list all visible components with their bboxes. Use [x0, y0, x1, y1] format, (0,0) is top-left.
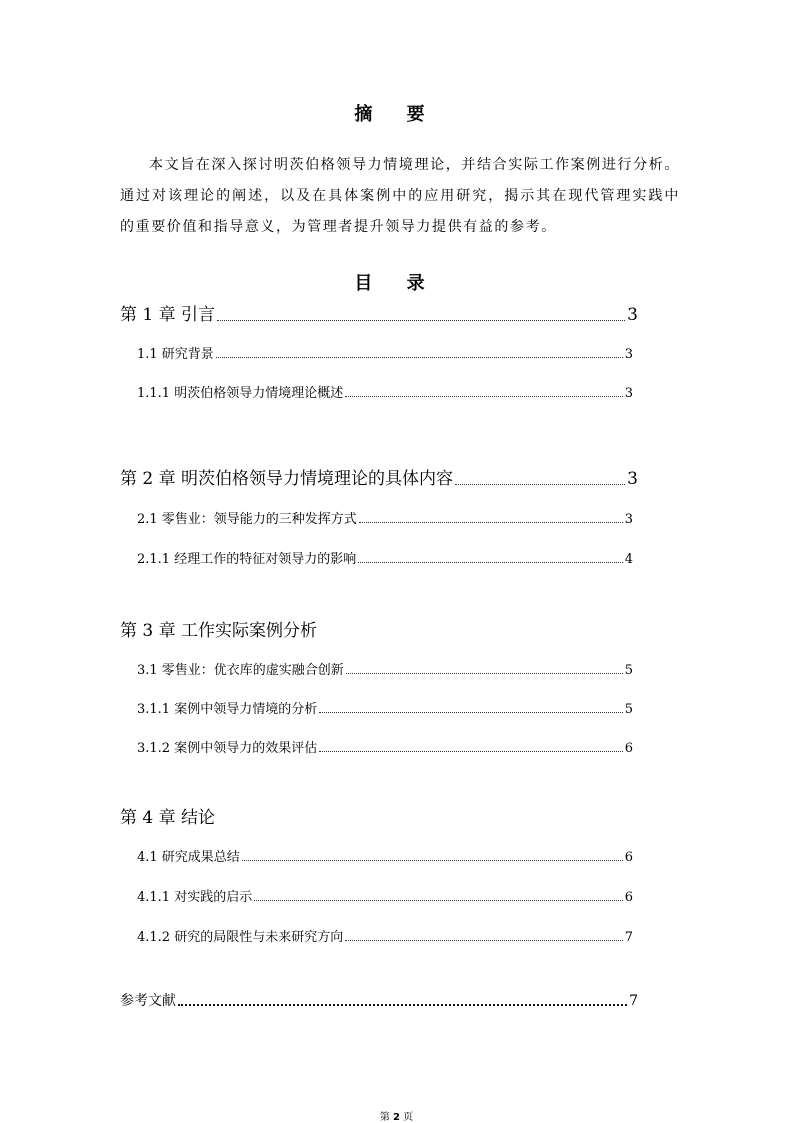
footer-suffix: 页: [403, 1112, 414, 1123]
toc-entry-chapter-4[interactable]: [120, 803, 638, 828]
toc-entry-page: 3: [624, 512, 633, 527]
toc-entry-4-1-2[interactable]: [137, 926, 633, 945]
toc-leader-dots: [217, 320, 625, 321]
toc-leader-dots: [346, 673, 623, 674]
toc-entry-label: 第 3 章 工作实际案例分析: [120, 621, 318, 641]
toc-leader-dots: [358, 562, 623, 563]
toc-entry-page: 3: [627, 305, 638, 325]
abstract-heading: 摘 要: [354, 104, 439, 125]
toc-entry-label: 第 2 章 明茨伯格领导力情境理论的具体内容: [120, 469, 454, 489]
toc-entry-1-1-1[interactable]: [137, 382, 633, 401]
toc-entry-3-1-2[interactable]: [137, 737, 633, 756]
toc-entry-page: 7: [629, 993, 638, 1009]
toc-entry-page: 5: [624, 663, 633, 678]
toc-entry-label: 4.1.1 对实践的启示: [137, 890, 253, 905]
toc-entry-page: 3: [624, 386, 633, 401]
toc-entry-page: 7: [624, 930, 633, 945]
toc-entry-label: 参考文献: [120, 993, 176, 1009]
toc-leader-dots: [359, 522, 623, 523]
toc-entry-chapter-1[interactable]: [120, 300, 638, 325]
toc-heading: 目 录: [354, 273, 439, 294]
toc-entry-chapter-3[interactable]: [120, 616, 638, 641]
toc-leader-dots: [455, 484, 625, 485]
toc-entry-3-1-1[interactable]: [137, 698, 633, 717]
toc-entry-label: 3.1 零售业：优衣库的虚实融合创新: [137, 663, 344, 678]
toc-entry-4-1-1[interactable]: [137, 886, 633, 905]
toc-entry-label: 3.1.2 案例中领导力的效果评估: [137, 741, 318, 756]
toc-entry-page: 4: [624, 552, 633, 567]
toc-entry-page: 6: [624, 890, 633, 905]
toc-entry-label: 3.1.1 案例中领导力情境的分析: [137, 702, 318, 717]
toc-entry-page: 5: [624, 702, 633, 717]
toc-entry-label: 4.1.2 研究的局限性与未来研究方向: [137, 930, 344, 945]
toc-entry-label: 第 4 章 结论: [120, 808, 216, 828]
toc-leader-dots: [242, 860, 623, 861]
toc-entry-3-1[interactable]: [137, 659, 633, 678]
toc-leader-dots: [254, 900, 623, 901]
toc-entry-4-1[interactable]: [137, 846, 633, 865]
toc-entry-1-1[interactable]: [137, 343, 633, 362]
toc-entry-page: 6: [624, 741, 633, 756]
toc-entry-2-1[interactable]: [137, 508, 633, 527]
toc-entry-chapter-2[interactable]: [120, 464, 638, 489]
footer-prefix: 第: [379, 1112, 390, 1123]
toc-leader-dots: [345, 940, 623, 941]
toc-entry-label: 2.1 零售业：领导能力的三种发挥方式: [137, 512, 357, 527]
page-footer: [0, 1108, 793, 1123]
toc-leader-dots: [216, 357, 623, 358]
toc-entry-references[interactable]: [120, 990, 638, 1010]
toc-leader-dots: [319, 751, 623, 752]
toc-entry-page: 3: [627, 469, 638, 489]
abstract-paragraph: 本文旨在深入探讨明茨伯格领导力情境理论，并结合实际工作案例进行分析。通过对该理论的阐述，以及在具体案例中的应用研究，揭示其在现代管理实践中的重要价值和指导意义，为管理者提升领导力提供有益的参考。: [120, 157, 680, 235]
abstract-body: [120, 150, 680, 243]
toc-entry-2-1-1[interactable]: [137, 548, 633, 567]
toc-entry-label: 1.1.1 明茨伯格领导力情境理论概述: [137, 386, 344, 401]
footer-page-number: 2: [393, 1112, 400, 1123]
toc-entry-label: 2.1.1 经理工作的特征对领导力的影响: [137, 552, 357, 567]
toc-leader-dots: [178, 1004, 627, 1006]
toc-entry-page: 6: [624, 850, 633, 865]
toc-entry-label: 1.1 研究背景: [137, 347, 214, 362]
toc-entry-label: 第 1 章 引言: [120, 305, 216, 325]
toc-entry-label: 4.1 研究成果总结: [137, 850, 240, 865]
toc-leader-dots: [345, 396, 623, 397]
toc-entry-page: 3: [624, 347, 633, 362]
toc-leader-dots: [319, 712, 623, 713]
